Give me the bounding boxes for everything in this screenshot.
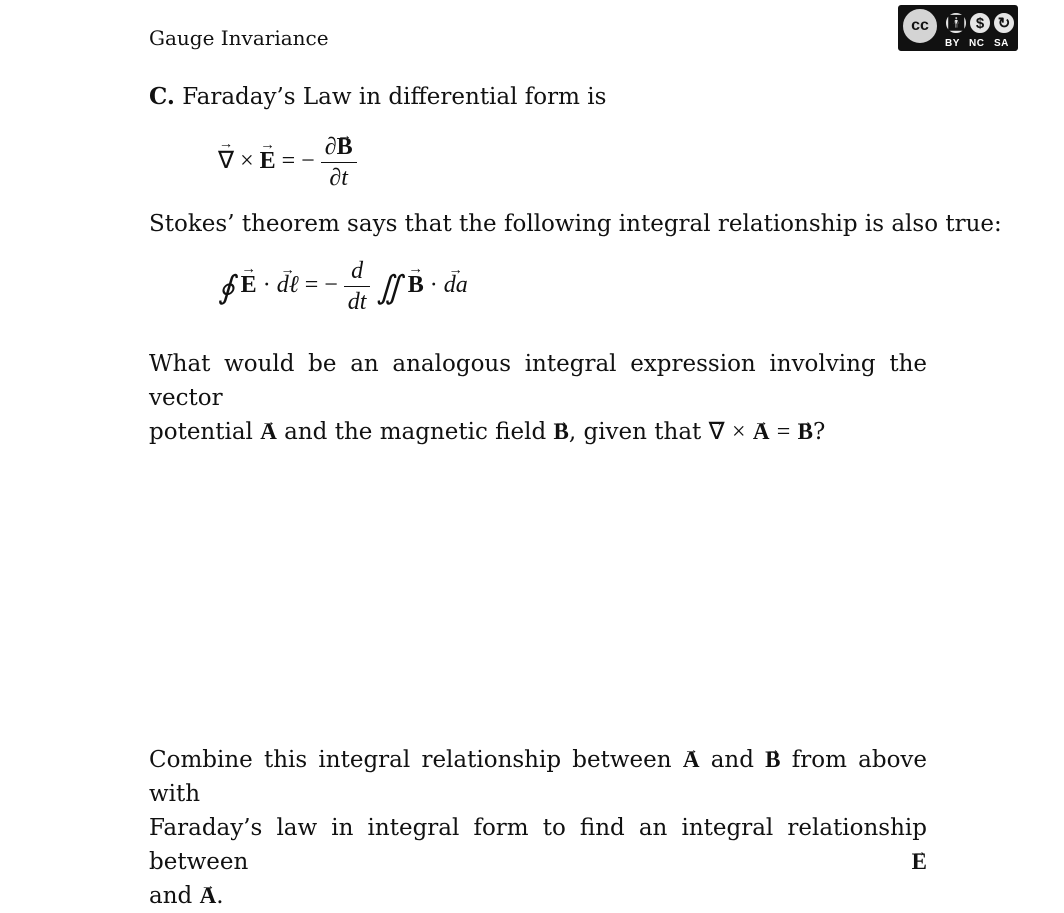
partial-symbol: ∂ xyxy=(324,134,337,160)
b-field-symbol: → B xyxy=(337,132,353,162)
cc-license-badge[interactable] xyxy=(898,5,1018,51)
fraction-numerator xyxy=(321,132,357,163)
text-fragment: and xyxy=(149,883,193,909)
text-fragment: Combine this integral relationship between xyxy=(149,747,672,773)
text-fragment: , given that xyxy=(568,419,702,445)
stokes-text: Stokes’ theorem says that the following integral relationship is also true: xyxy=(149,211,1002,237)
combine-line-1 xyxy=(149,743,927,811)
equals-minus: = − xyxy=(281,148,315,175)
b-field-symbol: → B xyxy=(554,415,569,449)
cc-logo-icon: cc xyxy=(901,7,939,45)
question-paragraph xyxy=(149,347,927,449)
text-fragment: potential xyxy=(149,419,253,445)
sa-label: SA xyxy=(994,38,1009,49)
equals-minus: = − xyxy=(304,272,338,299)
da-symbol: → da xyxy=(444,272,468,299)
partial-fraction xyxy=(321,132,357,193)
e-field-symbol: → E xyxy=(912,845,927,879)
text-fragment: and the magnetic field xyxy=(284,419,547,445)
surface-integral-symbol: ∬ xyxy=(376,269,402,306)
e-field-symbol: → E xyxy=(241,272,257,299)
sharealike-icon: ↻ xyxy=(992,11,1016,35)
e-field-symbol: → E xyxy=(260,148,276,175)
text-fragment: Faraday’s law in integral form to find an integral relationship between xyxy=(149,815,927,875)
dl-symbol: → dℓ xyxy=(277,272,299,299)
cross-symbol: × xyxy=(731,419,746,445)
b-field-symbol: → B xyxy=(765,743,780,777)
attribution-icon: 🚹︎ xyxy=(944,11,968,35)
text-fragment: from above with xyxy=(149,747,928,807)
section-c-intro xyxy=(149,80,606,114)
section-label: C. xyxy=(149,83,175,110)
fraction-numerator: d xyxy=(344,256,371,287)
question-line-1: What would be an analogous integral expression involving the vector xyxy=(149,351,927,411)
combine-line-3 xyxy=(149,879,927,913)
dot-symbol: · xyxy=(262,272,271,299)
a-potential-symbol: → A xyxy=(260,415,277,449)
question-mark: ? xyxy=(812,419,826,445)
combine-line-2 xyxy=(149,811,927,879)
nc-label: NC xyxy=(969,38,985,49)
faraday-differential-equation xyxy=(218,132,357,193)
contour-integral-symbol: ∮ xyxy=(218,269,235,306)
intro-text: Faraday’s Law in differential form is xyxy=(182,84,607,110)
fraction-denominator: dt xyxy=(347,289,367,315)
by-label: BY xyxy=(945,38,960,49)
dot-symbol: · xyxy=(429,272,438,299)
equals-symbol: = xyxy=(776,419,791,445)
fraction-denominator: ∂t xyxy=(329,165,348,191)
faraday-integral-equation xyxy=(218,256,468,317)
a-potential-symbol: → A xyxy=(753,415,770,449)
nabla-symbol: → ∇ xyxy=(218,146,234,175)
noncommercial-icon: $ xyxy=(968,11,992,35)
a-potential-symbol: → A xyxy=(683,743,700,777)
page-header-title: Gauge Invariance xyxy=(149,26,329,50)
b-field-symbol: → B xyxy=(408,272,424,299)
cross-symbol: × xyxy=(240,148,254,175)
question-line-2 xyxy=(149,415,927,449)
b-field-symbol: → B xyxy=(798,415,813,449)
a-potential-symbol: → A xyxy=(200,879,217,913)
time-derivative-fraction xyxy=(344,256,371,317)
nabla-symbol: → ∇ xyxy=(709,415,725,449)
combine-paragraph xyxy=(149,743,927,913)
period: . xyxy=(216,883,224,909)
text-fragment: and xyxy=(710,747,754,773)
